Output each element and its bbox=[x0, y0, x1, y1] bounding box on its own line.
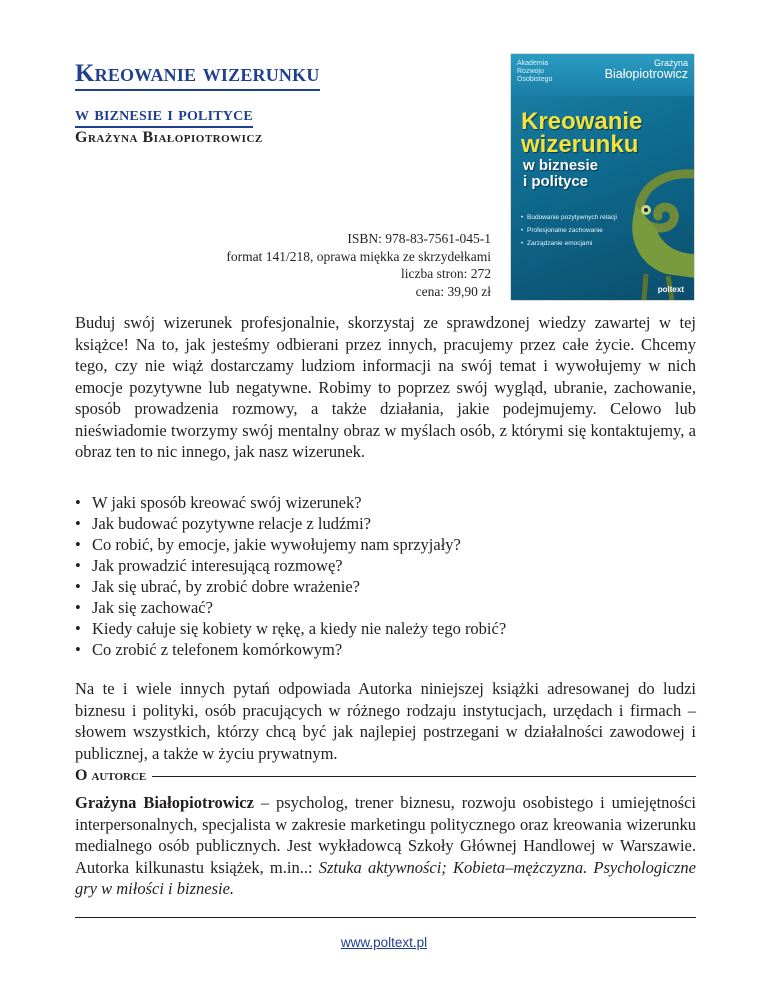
book-title-line2: w biznesie i polityce bbox=[75, 102, 253, 128]
list-item bbox=[75, 618, 696, 639]
bullet-point: • bbox=[75, 556, 81, 575]
bullet-point: • bbox=[75, 598, 81, 617]
question-text: Jak prowadzić interesującą rozmowę? bbox=[92, 556, 343, 575]
cover-series-line: Akademia bbox=[517, 60, 549, 67]
cover-author bbox=[605, 58, 688, 81]
footer-divider bbox=[75, 917, 696, 918]
cover-author-last: Białopiotrowicz bbox=[604, 67, 688, 81]
list-item bbox=[75, 492, 696, 513]
page-count: liczba stron: 272 bbox=[401, 266, 491, 281]
cover-bullet: • Budowanie pozytywnych relacji bbox=[521, 214, 617, 222]
list-item bbox=[75, 555, 696, 576]
chameleon-illustration bbox=[606, 154, 694, 300]
list-item bbox=[75, 513, 696, 534]
book-title bbox=[75, 52, 475, 128]
about-author-paragraph bbox=[75, 792, 696, 900]
bullet-point: • bbox=[75, 640, 81, 659]
book-details bbox=[226, 230, 491, 300]
question-text: Co robić, by emocje, jakie wywołujemy nam sprzyjały? bbox=[92, 535, 461, 554]
cover-series bbox=[517, 60, 552, 84]
cover-bullets bbox=[521, 214, 617, 253]
list-item bbox=[75, 597, 696, 618]
cover-publisher-logo: poltext bbox=[657, 285, 684, 294]
question-text: W jaki sposób kreować swój wizerunek? bbox=[92, 493, 362, 512]
cover-series-line: Osobistego bbox=[517, 76, 553, 83]
cover-subtitle-line2: i polityce bbox=[523, 173, 589, 190]
cover-bullet: • Zarządzanie emocjami bbox=[521, 240, 617, 248]
bullet-point: • bbox=[75, 493, 81, 512]
cover-series-line: Rozwoju bbox=[517, 68, 544, 75]
list-item bbox=[75, 639, 696, 660]
heading-divider bbox=[152, 776, 696, 777]
question-text: Jak budować pozytywne relacje z ludźmi? bbox=[92, 514, 372, 533]
closing-paragraph: Na te i wiele innych pytań odpowiada Autorka niniejszej książki adresowanej do ludzi biznesu i polityki, osób pracujących w różnego rodzaju instytucjach, urzędach i firmach – słowem wszystkich, którzy chcą być jak najlepiej postrzegani w działalności zawodowej i publicznej, a także w życiu prywatnym. bbox=[75, 679, 696, 763]
author-name: Grażyna Białopiotrowicz bbox=[75, 793, 254, 812]
isbn: ISBN: 978-83-7561-045-1 bbox=[347, 231, 491, 246]
book-title-line1: Kreowanie wizerunku bbox=[75, 59, 320, 91]
about-author-label: O autorce bbox=[75, 767, 147, 784]
bullet-point: • bbox=[75, 535, 81, 554]
cover-title bbox=[521, 110, 642, 156]
about-author-heading bbox=[75, 765, 696, 787]
author-bio: – psycholog, trener biznesu, rozwoju osobistego i umiejętności interpersonalnych, specjalista w zakresie marketingu politycznego oraz kreowania wizerunku medialnego osób publicznych. Jest wykładowcą Szkoły Głównej Handlowej w Warszawie. Autorka kilkunastu książek, m.in..: bbox=[75, 793, 696, 877]
cover-subtitle bbox=[523, 158, 598, 190]
website-link[interactable]: www.poltext.pl bbox=[340, 935, 428, 950]
intro-paragraph: Buduj swój wizerunek profesjonalnie, skorzystaj ze sprawdzonej wiedzy zawartej w tej książce! Na to, jak jesteśmy odbierani przez innych, pracujemy przez całe życie. Chcemy tego, czy nie wiąż dostarczamy ludziom informacji na swój temat i wywołujemy w nich emocje pozytywne lub negatywne. Robimy to poprzez swój wygląd, ubranie, zachowanie, sposób prowadzenia rozmowy, a także działania, jakie podejmujemy. Celowo lub nieświadomie tworzymy swój mentalny obraz w myślach osób, z którymi się kontaktujemy, a obraz ten to nic innego, jak nasz wizerunek. bbox=[75, 313, 696, 461]
cover-title-line1: Kreowanie bbox=[521, 108, 643, 135]
question-text: Jak się zachować? bbox=[92, 598, 213, 617]
bullet-point: • bbox=[75, 577, 81, 596]
format: format 141/218, oprawa miękka ze skrzydełkami bbox=[226, 248, 491, 264]
bullet-point: • bbox=[75, 514, 81, 533]
cover-subtitle-line1: w biznesie bbox=[523, 157, 599, 174]
question-text: Jak się ubrać, by zrobić dobre wrażenie? bbox=[92, 577, 360, 596]
cover-title-line2: wizerunku bbox=[521, 131, 639, 158]
cover-author-first: Grażyna bbox=[653, 58, 688, 68]
book-cover bbox=[511, 54, 694, 300]
list-item bbox=[75, 534, 696, 555]
list-item bbox=[75, 576, 696, 597]
price: cena: 39,90 zł bbox=[415, 283, 491, 299]
bullet-point: • bbox=[75, 619, 81, 638]
book-author: Grażyna Białopiotrowicz bbox=[75, 129, 263, 146]
question-text: Co zrobić z telefonem komórkowym? bbox=[92, 640, 343, 659]
questions-list bbox=[75, 492, 696, 660]
cover-bullet: • Profesjonalne zachowanie bbox=[521, 227, 617, 235]
author-books: Sztuka aktywności; Kobieta–mężczyzna. Psychologiczne gry w miłości i biznesie. bbox=[75, 857, 697, 898]
question-text: Kiedy całuje się kobiety w rękę, a kiedy nie należy tego robić? bbox=[92, 619, 507, 638]
